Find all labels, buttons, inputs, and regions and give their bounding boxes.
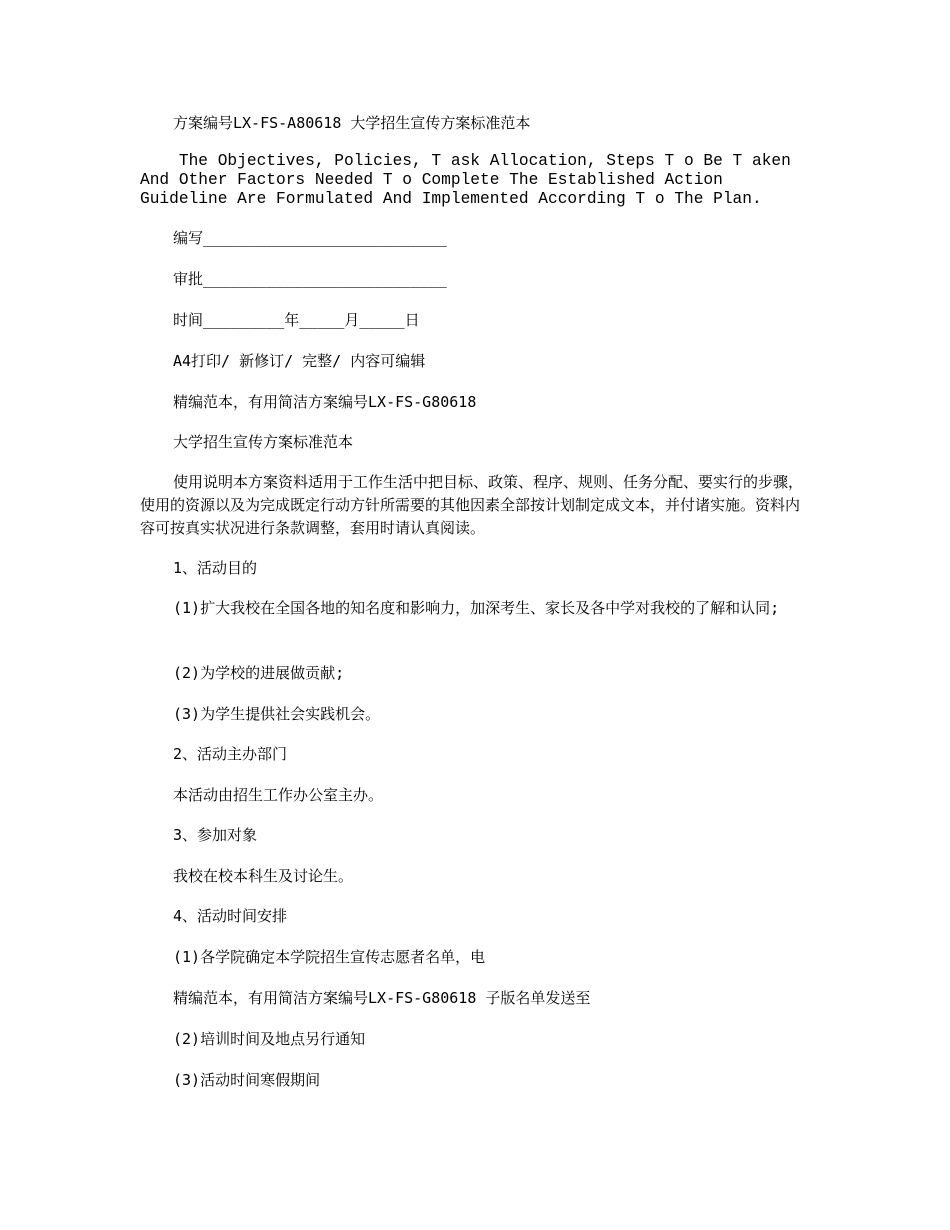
item-1-1: (1)扩大我校在全国各地的知名度和影响力，加深考生、家长及各中学对我校的了解和认同;: [173, 599, 780, 617]
subtitle-line: 精编范本，有用简洁方案编号LX-FS-G80618: [173, 393, 477, 411]
section-3-heading: 3、参加对象: [173, 826, 258, 844]
section-2-heading: 2、活动主办部门: [173, 745, 288, 763]
item-1-3: (3)为学生提供社会实践机会。: [173, 705, 381, 723]
print-info: A4打印/ 新修订/ 完整/ 内容可编辑: [173, 352, 426, 370]
header-line: 方案编号LX-FS-A80618 大学招生宣传方案标准范本: [173, 114, 531, 132]
instructions-paragraph: 使用说明本方案资料适用于工作生活中把目标、政策、程序、规则、任务分配、要实行的步骤，使用的资源以及为完成既定行动方针所需要的其他因素全部按计划制定成文本，并付诸实施。资料内容可按真实状况进行条款调整，套用时请认真阅读。: [140, 473, 804, 537]
item-4-3: (3)活动时间寒假期间: [173, 1071, 321, 1089]
section-3-text: 我校在校本科生及讨论生。: [173, 867, 354, 885]
english-line-2: And Other Factors Needed T o Complete The Established Action: [140, 171, 723, 189]
document-title: 大学招生宣传方案标准范本: [173, 433, 354, 451]
author-field: 编写___________________________: [173, 229, 447, 247]
item-1-2: (2)为学校的进展做贡献;: [173, 664, 345, 682]
item-4-2: (2)培训时间及地点另行通知: [173, 1030, 366, 1048]
section-2-text: 本活动由招生工作办公室主办。: [173, 786, 384, 804]
section-4-heading: 4、活动时间安排: [173, 907, 288, 925]
item-4-1-continued: 精编范本，有用简洁方案编号LX-FS-G80618 子版名单发送至: [173, 989, 591, 1007]
english-line-3: Guideline Are Formulated And Implemented According T o The Plan.: [140, 190, 762, 208]
english-line-1: The Objectives, Policies, T ask Allocation, Steps T o Be T aken: [140, 152, 791, 170]
date-field: 时间_________年_____月_____日: [173, 311, 420, 329]
section-1-heading: 1、活动目的: [173, 559, 258, 577]
approval-field: 审批___________________________: [173, 270, 447, 288]
item-4-1: (1)各学院确定本学院招生宣传志愿者名单，电: [173, 948, 486, 966]
